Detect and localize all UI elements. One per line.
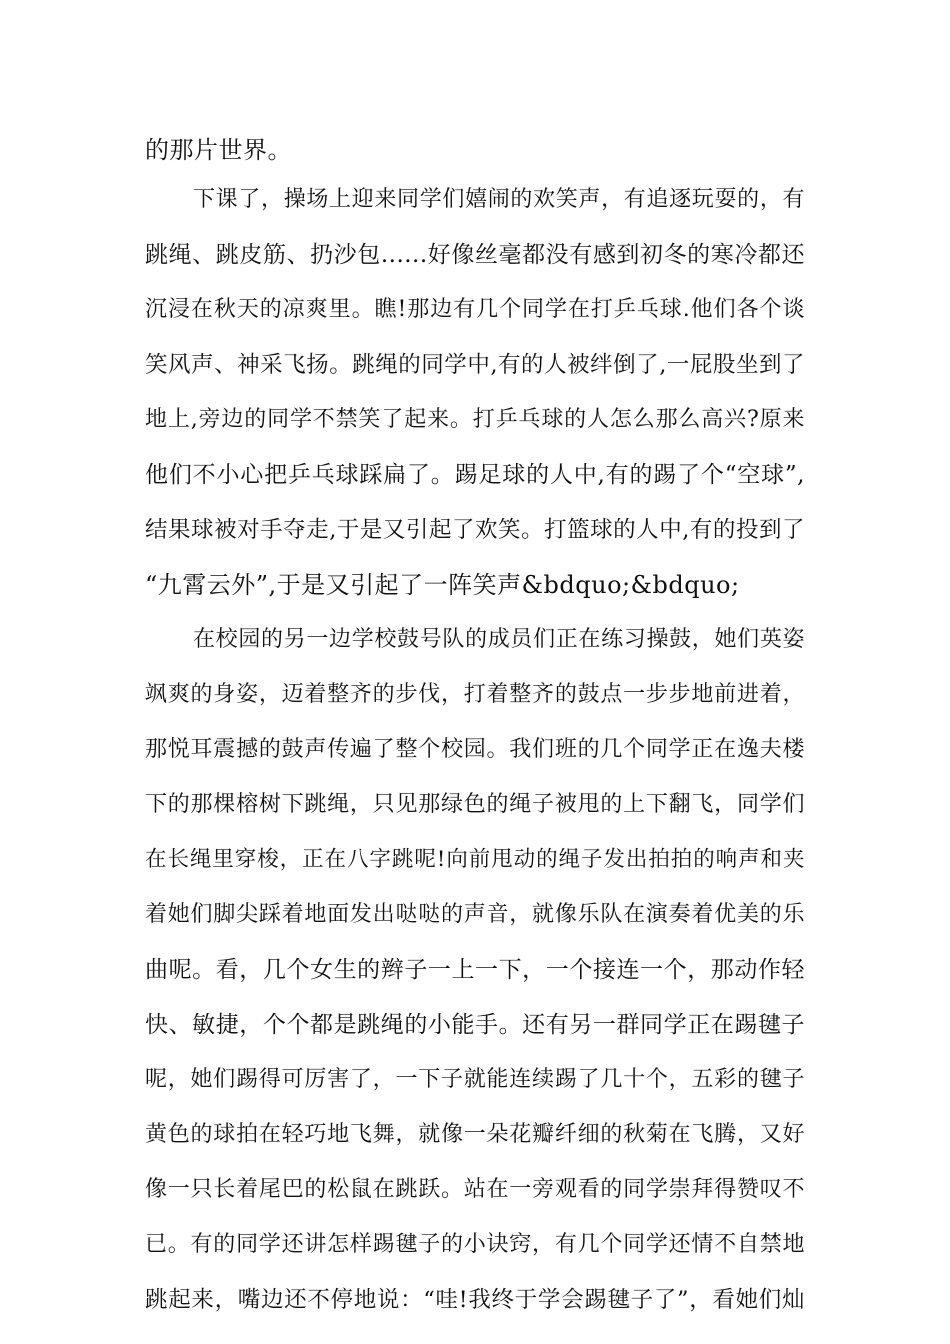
text-line: 下的那棵榕树下跳绳，只见那绿色的绳子被甩的上下翻飞，同学们 xyxy=(145,792,805,817)
text-line: 像一只长着尾巴的松鼠在跳跃。站在一旁观看的同学崇拜得赞叹不 xyxy=(145,1177,805,1202)
text-line: 地上,旁边的同学不禁笑了起来。打乒乓球的人怎么那么高兴?原来 xyxy=(145,407,805,432)
text-line: 笑风声、神采飞扬。跳绳的同学中,有的人被绊倒了,一屁股坐到了 xyxy=(145,352,805,378)
text-line: 已。有的同学还讲怎样踢毽子的小诀窍，有几个同学还情不自禁地 xyxy=(145,1232,805,1257)
text-line: 结果球被对手夺走,于是又引起了欢笑。打篮球的人中,有的投到了 xyxy=(145,517,805,543)
text-line: 那悦耳震撼的鼓声传遍了整个校园。我们班的几个同学正在逸夫楼 xyxy=(145,737,805,762)
text-line: 在校园的另一边学校鼓号队的成员们正在练习操鼓，她们英姿 xyxy=(193,627,805,652)
text-line: 呢，她们踢得可厉害了，一下子就能连续踢了几十个，五彩的毽子 xyxy=(145,1067,805,1092)
text-line: 在长绳里穿梭，正在八字跳呢!向前甩动的绳子发出拍拍的响声和夹 xyxy=(145,847,805,872)
text-line: 黄色的球拍在轻巧地飞舞，就像一朵花瓣纤细的秋菊在飞腾，又好 xyxy=(145,1122,805,1147)
text-line: 跳绳、跳皮筋、扔沙包......好像丝毫都没有感到初冬的寒冷都还 xyxy=(145,242,805,268)
text-line: “九霄云外”,于是又引起了一阵笑声&bdquo;&bdquo; xyxy=(145,571,740,599)
text-line: 下课了，操场上迎来同学们嬉闹的欢笑声，有追逐玩耍的，有 xyxy=(193,187,805,212)
text-line: 的那片世界。 xyxy=(145,136,292,164)
text-line: 飒爽的身姿，迈着整齐的步伐，打着整齐的鼓点一步步地前进着， xyxy=(145,682,805,707)
text-line: 快、敏捷，个个都是跳绳的小能手。还有另一群同学正在踢毽子 xyxy=(145,1012,805,1038)
text-line: 着她们脚尖踩着地面发出哒哒的声音，就像乐队在演奏着优美的乐 xyxy=(145,902,805,927)
text-line: 他们不小心把乒乓球踩扁了。踢足球的人中,有的踢了个“空球”, xyxy=(145,462,805,488)
text-line: 曲呢。看，几个女生的辫子一上一下，一个接连一个，那动作轻 xyxy=(145,957,805,983)
text-line: 沉浸在秋天的凉爽里。瞧!那边有几个同学在打乒乓球.他们各个谈 xyxy=(145,297,805,322)
text-line: 跳起来，嘴边还不停地说：“哇!我终于学会踢毽子了”，看她们灿 xyxy=(145,1287,805,1313)
